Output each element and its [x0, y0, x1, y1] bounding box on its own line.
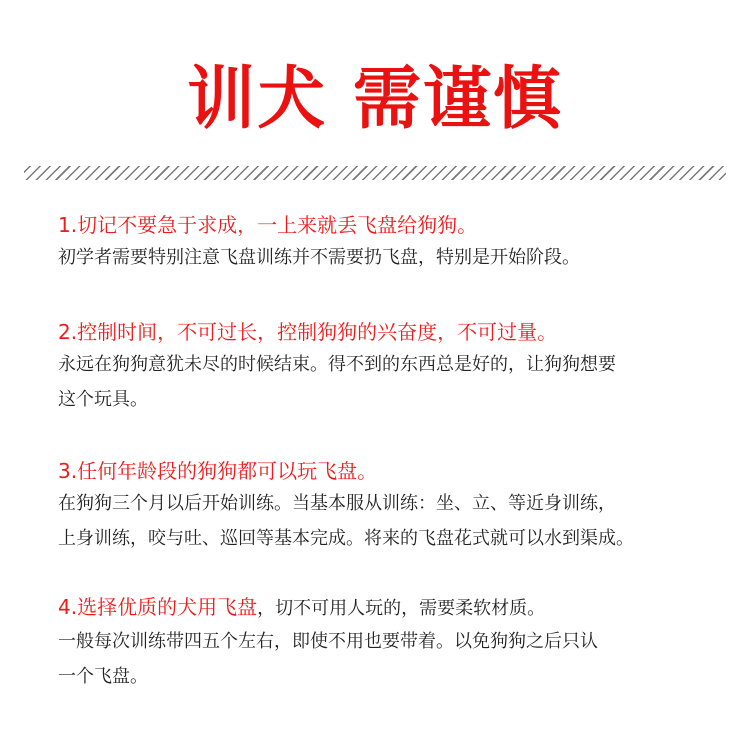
tip-heading-4	[58, 593, 728, 623]
tip-body-2-line-1: 永远在狗狗意犹未尽的时候结束。得不到的东西总是好的，让狗狗想要	[58, 354, 616, 375]
tip-heading-1-text: 1.切记不要急于求成，一上来就丢飞盘给狗狗。	[58, 213, 478, 237]
tip-body-2-line-2: 这个玩具。	[58, 389, 148, 410]
tip-heading-2-text: 2.控制时间，不可过长，控制狗狗的兴奋度，不可过量。	[58, 320, 558, 344]
tip-heading-4-suffix: ，切不可用人玩的，需要柔软材质。	[257, 598, 546, 619]
tip-section-3	[58, 457, 728, 555]
hatched-divider	[24, 166, 726, 180]
tip-heading-1	[58, 211, 728, 239]
tip-heading-3-text: 3.任何年龄段的狗狗都可以玩飞盘。	[58, 459, 378, 483]
tip-heading-4-text: 4.选择优质的犬用飞盘	[58, 595, 258, 619]
page-title: 训犬 需谨慎	[187, 60, 563, 139]
tip-body-4-line-2: 一个飞盘。	[58, 666, 148, 687]
tip-section-1	[58, 211, 728, 274]
tip-section-4	[58, 593, 728, 693]
tip-section-2	[58, 318, 728, 416]
tip-body-1-line-1: 初学者需要特别注意飞盘训练并不需要扔飞盘，特别是开始阶段。	[58, 247, 580, 268]
tip-heading-3	[58, 457, 728, 485]
tip-heading-2	[58, 318, 728, 346]
tip-body-3-line-2: 上身训练，咬与吐、巡回等基本完成。将来的飞盘花式就可以水到渠成。	[58, 528, 634, 549]
tip-body-3-line-1: 在狗狗三个月以后开始训练。当基本服从训练：坐、立、等近身训练，	[58, 493, 616, 514]
tip-body-4-line-1: 一般每次训练带四五个左右，即使不用也要带着。以免狗狗之后只认	[58, 631, 598, 652]
